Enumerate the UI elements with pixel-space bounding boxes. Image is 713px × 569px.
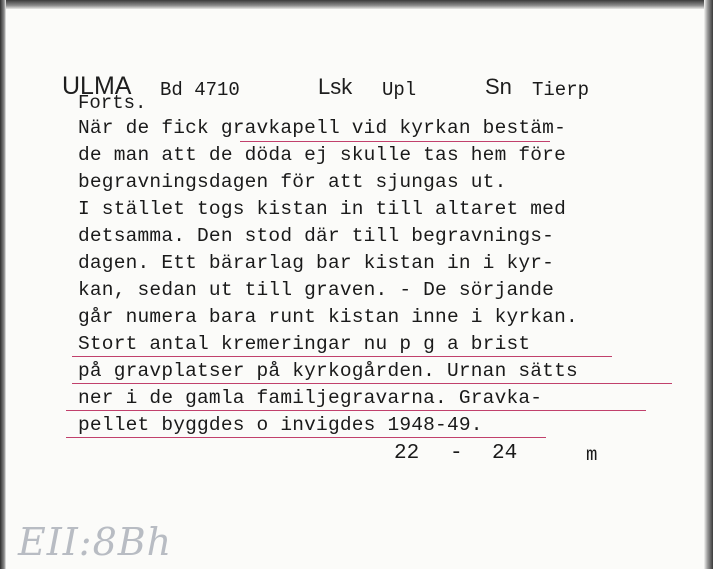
body-line: Stort antal kremeringar nu p g a brist xyxy=(78,333,531,355)
body-line: begravningsdagen för att sjungas ut. xyxy=(78,171,507,193)
page-from: 22 xyxy=(394,442,420,465)
card-right-edge xyxy=(704,0,713,569)
archive-code: ULMA xyxy=(62,72,132,100)
body-line: detsamma. Den stod där till begravnings- xyxy=(78,225,555,247)
body-line: pellet byggdes o invigdes 1948-49. xyxy=(78,414,483,436)
body-line: dagen. Ett bärarlag bar kistan in i kyr- xyxy=(78,252,555,274)
continued-label: Forts. xyxy=(78,92,147,114)
underline-mark xyxy=(240,141,550,142)
underline-mark xyxy=(72,383,672,384)
province-name: Upl xyxy=(382,79,417,101)
body-line: går numera bara runt kistan inne i kyrkan. xyxy=(78,306,578,328)
page-to: 24 xyxy=(492,442,518,465)
body-line: kan, sedan ut till graven. - De sörjande xyxy=(78,279,555,301)
parish-name: Tierp xyxy=(532,79,590,101)
body-line: de man att de döda ej skulle tas hem före xyxy=(78,144,566,166)
body-line: på gravplatser på kyrkogården. Urnan sätts xyxy=(78,360,578,382)
district-label: Lsk xyxy=(318,74,353,99)
underline-mark xyxy=(72,356,612,357)
card-top-edge xyxy=(0,0,713,9)
parish-label: Sn xyxy=(485,74,512,99)
underline-mark xyxy=(66,437,546,438)
handwritten-shelf-mark: EII:8Bh xyxy=(18,520,173,564)
body-line: ner i de gamla familjegravarna. Gravka- xyxy=(78,387,543,409)
body-line: När de fick gravkapell vid kyrkan bestäm- xyxy=(78,117,566,139)
footer-suffix: m xyxy=(586,444,598,466)
card-left-edge xyxy=(0,0,6,569)
body-line: I stället togs kistan in till altaret med xyxy=(78,198,566,220)
page-dash: - xyxy=(450,442,463,465)
volume-number: Bd 4710 xyxy=(160,79,240,101)
underline-mark xyxy=(66,410,646,411)
